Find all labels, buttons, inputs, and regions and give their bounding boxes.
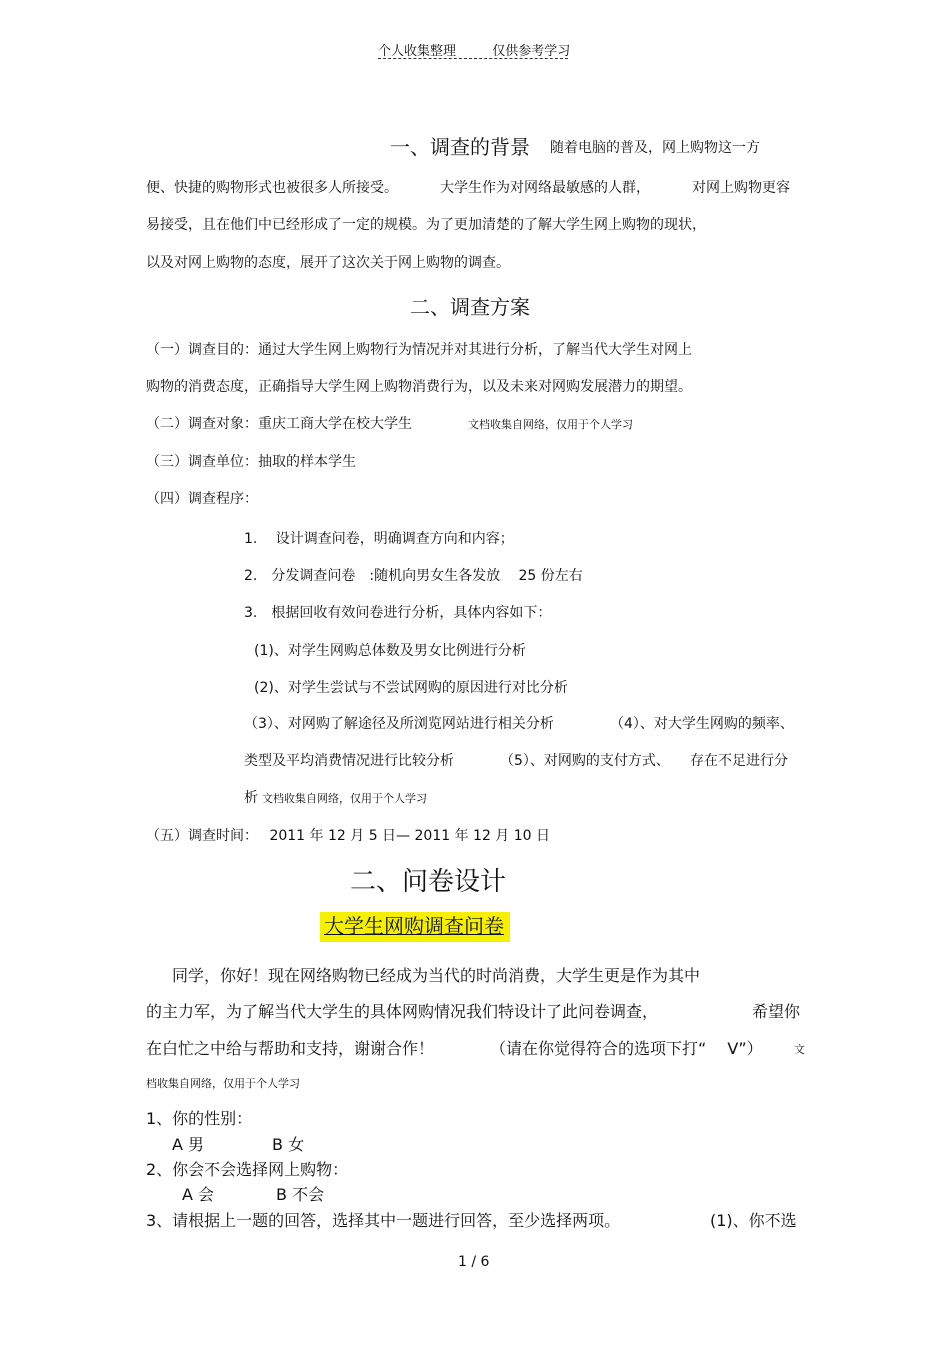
section1-line-4: 易接受，且在他们中已经形成了一定的规模。为了更加清楚的了解大学生网上购物的现状， xyxy=(146,217,706,233)
intro-line-1: 同学，你好！现在网络购物已经成为当代的时尚消费，大学生更是作为其中 xyxy=(172,966,701,985)
analysis-item-5-cont: 存在不足进行分 xyxy=(690,753,788,769)
section1-line-5: 以及对网上购物的态度，展开了这次关于网上购物的调查。 xyxy=(146,255,510,271)
question-2-option-b: B 不会 xyxy=(276,1185,325,1204)
analysis-item-3: （3）、对网购了解途径及所浏览网站进行相关分析 xyxy=(244,716,554,732)
section1-line-3: 对网上购物更容 xyxy=(692,180,790,196)
procedure-step-2: 2. 分发调查问卷 :随机向男女生各发放 25 份左右 xyxy=(244,568,583,584)
intro-instruction: （请在你觉得符合的选项下打“ V”） xyxy=(490,1039,763,1058)
procedure-step-3: 3. 根据回收有效问卷进行分析，具体内容如下： xyxy=(244,605,552,621)
questionnaire-title-text: 大学生网购调查问卷 xyxy=(320,912,510,942)
question-1: 1、你的性别： xyxy=(146,1109,253,1128)
section2-title: 二、调查方案 xyxy=(410,295,530,319)
intro-line-2: 的主力军，为了解当代大学生的具体网购情况我们特设计了此问卷调查， xyxy=(146,1002,659,1021)
analysis-item-5-end: 析 xyxy=(244,790,258,806)
intro-line-2-end: 希望你 xyxy=(752,1002,801,1021)
question-3: 3、请根据上一题的回答，选择其中一题进行回答，至少选择两项。 xyxy=(146,1211,621,1230)
analysis-item-4: （4）、对大学生网购的频率、 xyxy=(610,716,794,732)
question-3-sub: (1)、你不选 xyxy=(710,1211,797,1230)
procedure-step-1: 1. 设计调查问卷，明确调查方向和内容； xyxy=(244,531,514,547)
section1-line-1: 便、快捷的购物形式也被很多人所接受。 xyxy=(146,180,398,196)
header-divider xyxy=(378,58,568,59)
intro-line-3: 在白忙之中给与帮助和支持，谢谢合作！ xyxy=(146,1039,435,1058)
analysis-item-2: (2)、对学生尝试与不尝试网购的原因进行对比分析 xyxy=(254,680,568,696)
purpose-line-2: 购物的消费态度，正确指导大学生网上购物消费行为，以及未来对网购发展潜力的期望。 xyxy=(146,379,692,395)
page-header xyxy=(378,40,570,59)
header-left: 个人收集整理 xyxy=(378,44,457,59)
question-2: 2、你会不会选择网上购物： xyxy=(146,1160,349,1179)
survey-object: （二）调查对象：重庆工商大学在校大学生 xyxy=(146,416,412,432)
analysis-item-4-cont: 类型及平均消费情况进行比较分析 xyxy=(244,753,454,769)
section1-line-2: 大学生作为对网络最敏感的人群， xyxy=(440,180,650,196)
watermark-note-3: 档收集自网络，仅用于个人学习 xyxy=(146,1077,300,1090)
survey-time: （五）调查时间： 2011 年 12 月 5 日— 2011 年 12 月 10 日 xyxy=(146,828,551,844)
watermark-note-3-start: 文 xyxy=(794,1043,805,1056)
section1-line-0: 随着电脑的普及，网上购物这一方 xyxy=(550,140,760,156)
question-2-option-a: A 会 xyxy=(182,1185,215,1204)
section1-title: 一、调查的背景 xyxy=(390,135,530,159)
survey-unit: （三）调查单位：抽取的样本学生 xyxy=(146,454,356,470)
questionnaire-title xyxy=(320,910,510,939)
section3-title: 二、问卷设计 xyxy=(350,867,507,897)
question-1-option-b: B 女 xyxy=(272,1135,305,1154)
purpose-line-1: （一）调查目的：通过大学生网上购物行为情况并对其进行分析，了解当代大学生对网上 xyxy=(146,342,692,358)
watermark-note-1: 文档收集自网络，仅用于个人学习 xyxy=(468,418,633,431)
survey-procedure: （四）调查程序： xyxy=(146,491,258,507)
question-1-option-a: A 男 xyxy=(172,1135,205,1154)
analysis-item-1: (1)、对学生网购总体数及男女比例进行分析 xyxy=(254,643,526,659)
analysis-item-5: （5）、对网购的支付方式、 xyxy=(500,753,670,769)
header-right: 仅供参考学习 xyxy=(492,44,571,59)
page-number: 1 / 6 xyxy=(458,1254,490,1270)
watermark-note-2: 文档收集自网络，仅用于个人学习 xyxy=(262,792,427,805)
